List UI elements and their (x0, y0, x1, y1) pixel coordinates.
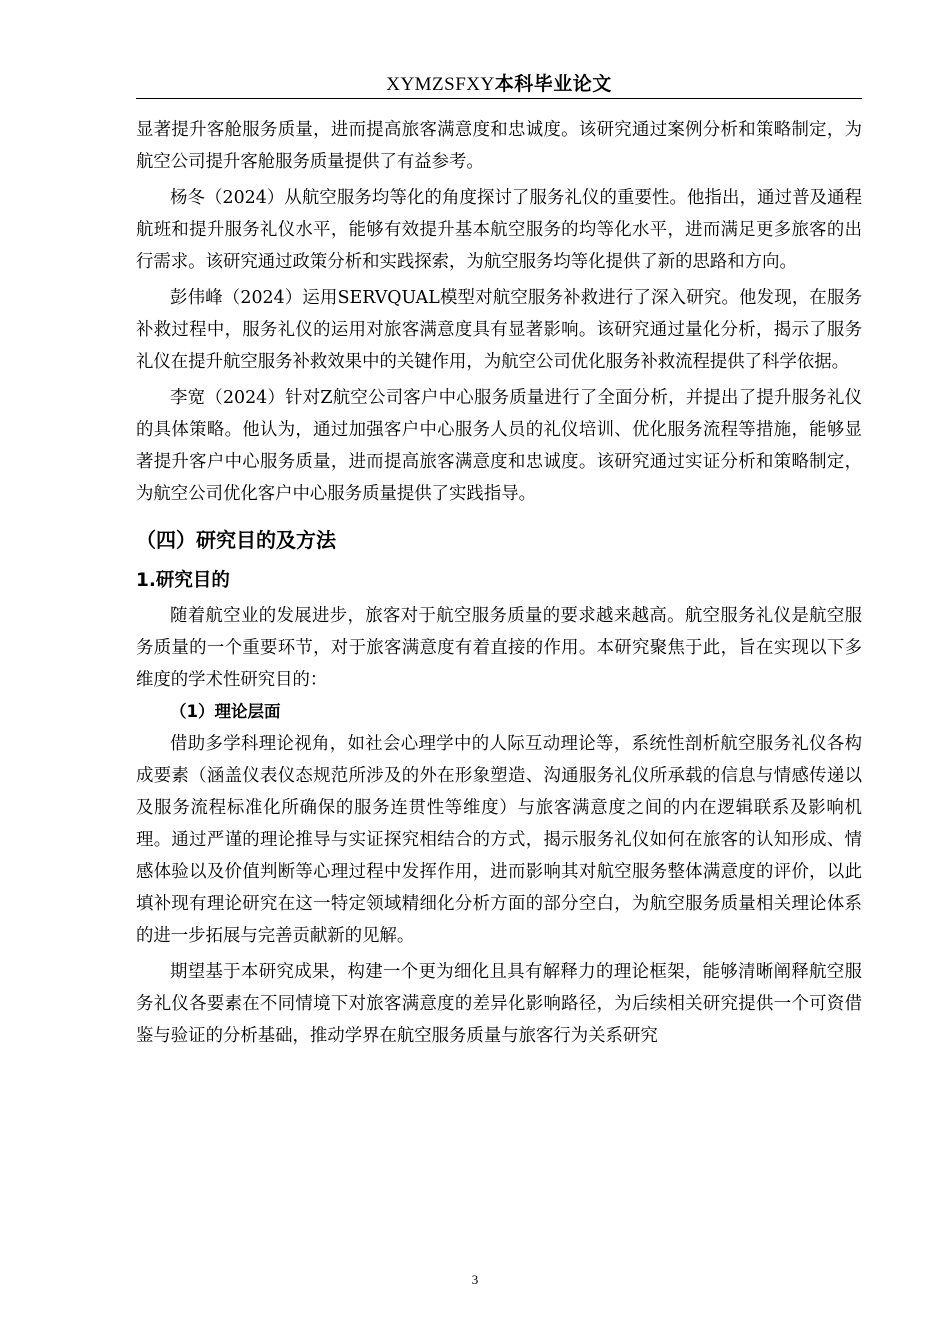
sub-subsection-heading: （1）理论层面 (170, 702, 281, 721)
paragraph-theory-framework: 期望基于本研究成果，构建一个更为细化且具有解释力的理论框架，能够清晰阐释航空服务礼仪各要素在不同情境下对旅客满意度的差异化影响路径，为后续相关研究提供一个可资借鉴与验证的分析基础，推动学界在航空服务质量与旅客行为关系研究 (136, 962, 862, 1046)
header-rule (136, 98, 862, 99)
subsection-heading: 1.研究目的 (136, 570, 230, 591)
paragraph-peng-weifeng: 彭伟峰（2024）运用SERVQUAL模型对航空服务补救进行了深入研究。他发现，在服务补救过程中，服务礼仪的运用对旅客满意度具有显著影响。该研究通过量化分析，揭示了服务礼仪在提升航空服务补救效果中的关键作用，为航空公司优化服务补救流程提供了科学依据。 (136, 288, 862, 372)
page-number: 3 (471, 1272, 479, 1287)
running-header (136, 70, 862, 98)
paragraph-theory-level: 借助多学科理论视角，如社会心理学中的人际互动理论等，系统性剖析航空服务礼仪各构成要素（涵盖仪表仪态规范所涉及的外在形象塑造、沟通服务礼仪所承载的信息与情感传递以及服务流程标准化所确保的服务连贯性等维度）与旅客满意度之间的内在逻辑联系及影响机理。通过严谨的理论推导与实证探究相结合的方式，揭示服务礼仪如何在旅客的认知形成、情感体验以及价值判断等心理过程中发挥作用，进而影响其对航空服务整体满意度的评价，以此填补现有理论研究在这一特定领域精细化分析方面的部分空白，为航空服务质量相关理论体系的进一步拓展与完善贡献新的见解。 (136, 734, 862, 946)
section-heading: （四）研究目的及方法 (136, 528, 336, 552)
paragraph-yang-dong: 杨冬（2024）从航空服务均等化的角度探讨了服务礼仪的重要性。他指出，通过普及通程航班和提升服务礼仪水平，能够有效提升基本航空服务的均等化水平，进而满足更多旅客的出行需求。该研究通过政策分析和实践探索，为航空服务均等化提供了新的思路和方向。 (136, 188, 862, 272)
header-title-cn: 本科毕业论文 (494, 73, 612, 95)
paragraph-research-purpose: 随着航空业的发展进步，旅客对于航空服务质量的要求越来越高。航空服务礼仪是航空服务质量的一个重要环节，对于旅客满意度有着直接的作用。本研究聚焦于此，旨在实现以下多维度的学术性研究目的： (136, 606, 862, 690)
paragraph-li-kuan: 李宽（2024）针对Z航空公司客户中心服务质量进行了全面分析，并提出了提升服务礼仪的具体策略。他认为，通过加强客户中心服务人员的礼仪培训、优化服务流程等措施，能够显著提升客户中心服务质量，进而提高旅客满意度和忠诚度。该研究通过实证分析和策略制定，为航空公司优化客户中心服务质量提供了实践指导。 (136, 388, 862, 504)
body-content (136, 114, 862, 1052)
header-title-latin: XYMZSFXY (386, 74, 495, 95)
paragraph-continued: 显著提升客舱服务质量，进而提高旅客满意度和忠诚度。该研究通过案例分析和策略制定，为航空公司提升客舱服务质量提供了有益参考。 (136, 120, 862, 172)
